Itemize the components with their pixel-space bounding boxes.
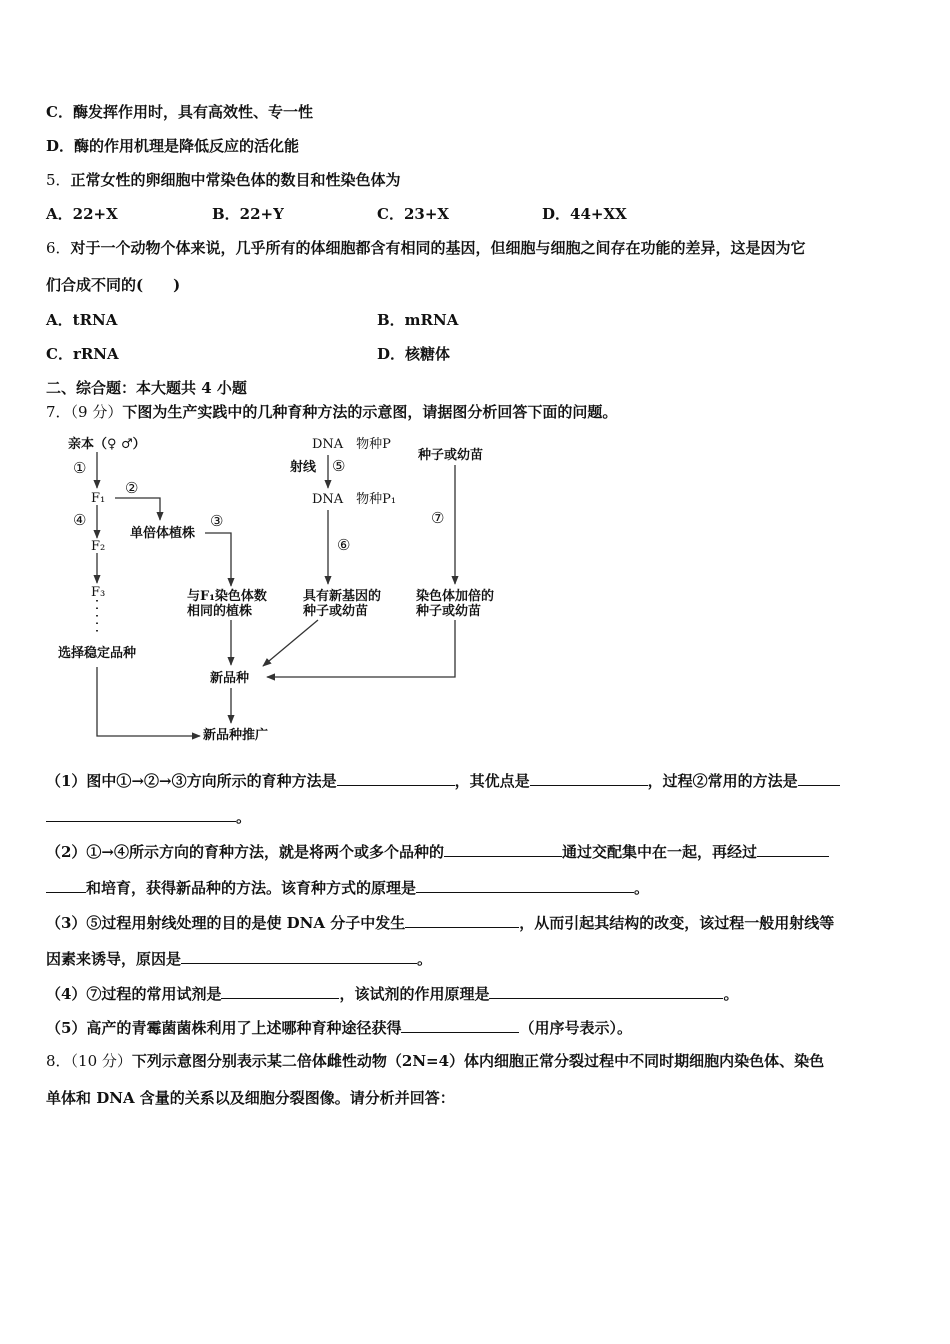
q5-option-a: A．22+X: [46, 205, 118, 223]
label-new-gene-line1: 具有新基因的: [303, 589, 382, 604]
q7-sub1-end: 。: [236, 808, 252, 826]
q6-option-d: D．核糖体: [377, 345, 451, 363]
q5-number: 5．: [46, 171, 71, 189]
answer-blank[interactable]: [46, 877, 86, 893]
answer-blank[interactable]: [405, 912, 519, 928]
arrow-newgene-new: [263, 620, 318, 666]
label-select: 选择稳定品种: [58, 646, 137, 661]
answer-blank[interactable]: [181, 948, 417, 964]
q7-sub3-end: 。: [417, 950, 433, 968]
q7-sub4: [46, 983, 738, 1004]
q7-sub3-line1: [46, 912, 834, 933]
q7-sub2-text-c: 和培育，获得新品种的方法。该育种方式的原理是: [86, 879, 417, 897]
q6-option-b: B．mRNA: [377, 311, 459, 329]
q7-sub2-end: 。: [634, 879, 650, 897]
answer-blank[interactable]: [444, 841, 562, 857]
q6-stem-line2: 们合成不同的( ): [46, 276, 181, 294]
label-step4: ④: [73, 511, 87, 529]
label-doubled-line1: 染色体加倍的: [416, 589, 495, 604]
arrow-doubled-new: [267, 620, 455, 677]
q7-sub4-end: 。: [723, 985, 739, 1003]
label-step7: ⑦: [431, 509, 445, 527]
q7-sub1-line2: [46, 806, 251, 827]
answer-blank[interactable]: [337, 770, 455, 786]
label-step1: ①: [73, 459, 87, 477]
q6-option-c: C．rRNA: [46, 345, 119, 363]
answer-blank[interactable]: [221, 983, 339, 999]
q6-option-a: A．tRNA: [46, 311, 118, 329]
q7-sub3-text-a: （3）⑤过程用射线处理的目的是使 DNA 分子中发生: [46, 914, 406, 932]
q4-option-c: C．酶发挥作用时，具有高效性、专一性: [46, 103, 313, 121]
q7-sub3-line2: [46, 948, 432, 969]
q8-stem-text: 下列示意图分别表示某二倍体雌性动物（2N=4）体内细胞正常分裂过程中不同时期细胞内染色体、染色: [131, 1052, 825, 1070]
q7-stem-text: 下图为生产实践中的几种育种方法的示意图，请据图分析回答下面的问题。: [122, 403, 618, 421]
label-same-f1-line1: 与F₁染色体数: [187, 589, 267, 604]
section-heading: 二、综合题：本大题共 4 小题: [46, 379, 247, 397]
q7-sub2-text-b: 通过交配集中在一起，再经过: [562, 843, 758, 861]
q4-option-d: D．酶的作用机理是降低反应的活化能: [46, 137, 300, 155]
q7-sub3-text-b: ，从而引起其结构的改变，该过程一般用射线等: [519, 914, 835, 932]
q7-sub4-text-a: （4）⑦过程的常用试剂是: [46, 985, 222, 1003]
q7-sub3-text-c: 因素来诱导，原因是: [46, 950, 182, 968]
label-f3: F₃: [91, 585, 106, 600]
answer-blank[interactable]: [530, 770, 648, 786]
q7-sub2-text-a: （2）①→④所示方向的育种方法，就是将两个或多个品种的: [46, 843, 445, 861]
q6-number: 6．: [46, 239, 71, 257]
label-haploid: 单倍体植株: [130, 526, 196, 541]
q7-sub2-line2: [46, 877, 649, 898]
label-doubled-line2: 种子或幼苗: [416, 604, 482, 619]
q7-sub5-text-a: （5）高产的青霉菌菌株利用了上述哪种育种途径获得: [46, 1019, 402, 1037]
label-dna-p1: DNA 物种P₁: [312, 492, 397, 507]
q7-sub1-text-a: （1）图中①→②→③方向所示的育种方法是: [46, 772, 337, 790]
q7-number: 7．: [46, 403, 71, 421]
q7-sub1-text-c: ，过程②常用的方法是: [647, 772, 798, 790]
q5-option-b: B．22+Y: [212, 205, 284, 223]
arrow-haploid-same: [205, 533, 231, 586]
label-f2: F₂: [91, 539, 106, 554]
q7-sub4-text-b: ，该试剂的作用原理是: [339, 985, 490, 1003]
q8-stem-line2: 单体和 DNA 含量的关系以及细胞分裂图像。请分析并回答：: [46, 1089, 455, 1107]
label-promote: 新品种推广: [203, 728, 269, 743]
answer-blank[interactable]: [489, 983, 723, 999]
label-new-gene-line2: 种子或幼苗: [303, 604, 369, 619]
q8-number: 8．: [46, 1052, 71, 1070]
q7-sub5: [46, 1017, 632, 1038]
q8-stem-line1: [46, 1051, 824, 1071]
arrow-select-promote: [97, 667, 200, 736]
answer-blank[interactable]: [46, 806, 236, 822]
q7-sub1-line1: [46, 770, 840, 791]
label-step5: ⑤: [332, 457, 346, 475]
label-step2: ②: [125, 479, 139, 497]
arrow-f1-haploid: [115, 498, 160, 520]
q7-sub2-line1: [46, 841, 829, 862]
q7-sub1-text-b: ，其优点是: [454, 772, 530, 790]
label-ray: 射线: [290, 460, 317, 475]
answer-blank[interactable]: [416, 877, 634, 893]
label-seed: 种子或幼苗: [418, 448, 484, 463]
q5-option-d: D．44+XX: [542, 205, 627, 223]
label-step3: ③: [210, 512, 224, 530]
q7-score: （9 分）: [70, 403, 123, 421]
label-parent: 亲本（♀ ♂）: [68, 437, 146, 452]
q7-sub5-text-b: （用序号表示）。: [519, 1019, 632, 1037]
q6-stem-text: 对于一个动物个体来说，几乎所有的体细胞都含有相同的基因，但细胞与细胞之间存在功能的差异，这是因为它: [70, 239, 806, 257]
q5-stem-text: 正常女性的卵细胞中常染色体的数目和性染色体为: [70, 171, 401, 189]
label-f1: F₁: [91, 491, 106, 506]
label-step6: ⑥: [337, 536, 351, 554]
answer-blank[interactable]: [401, 1017, 519, 1033]
label-new-variety: 新品种: [210, 671, 250, 686]
q8-score: （10 分）: [70, 1052, 132, 1070]
answer-blank[interactable]: [798, 770, 840, 786]
label-dna-p: DNA 物种P: [312, 437, 391, 452]
label-same-f1-line2: 相同的植株: [187, 604, 253, 619]
q5-option-c: C．23+X: [377, 205, 450, 223]
answer-blank[interactable]: [757, 841, 829, 857]
